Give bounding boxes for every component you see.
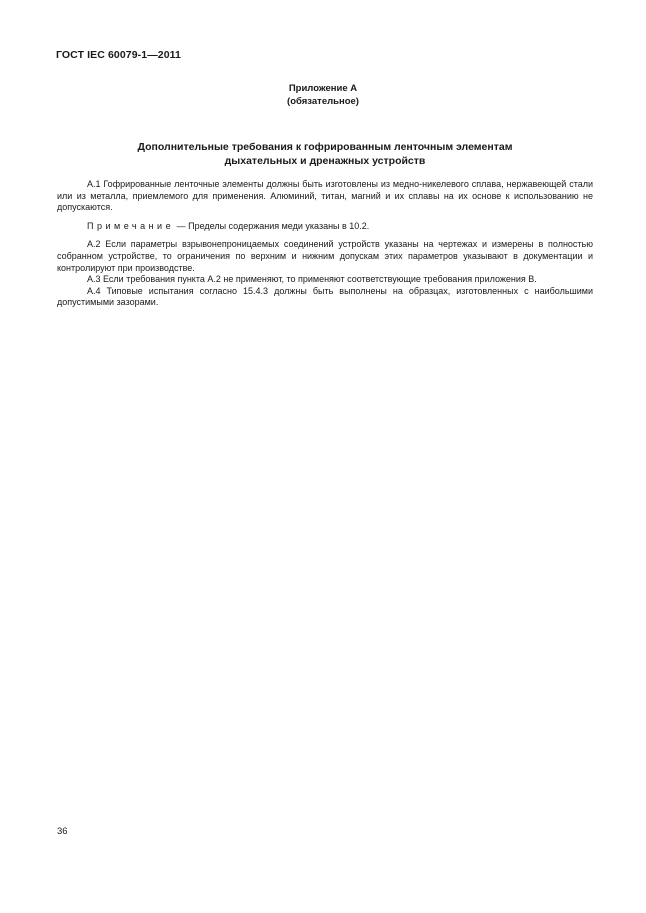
appendix-body (57, 179, 593, 309)
document-header-standard-id: ГОСТ IEC 60079-1—2011 (56, 49, 181, 61)
appendix-status: (обязательное) (287, 96, 359, 107)
paragraph-a1: А.1 Гофрированные ленточные элементы должны быть изготовлены из медно-никелевого сплава, нержавеющей стали или из металла, приемлемого для применения. Алюминий, титан, магний и их сплавы на их основе к использованию не допускаются. (57, 179, 593, 213)
paragraph-a2: А.2 Если параметры взрывонепроницаемых соединений устройств указаны на чертежах и измерены в полностью собранном устройстве, то ограничения по верхним и нижним допускам этих параметров указывают в документации и контролируют при производстве. (57, 239, 593, 273)
appendix-title: Приложение А (288, 83, 358, 94)
section-title-line-2: дыхательных и дренажных устройств (224, 155, 426, 167)
section-title (60, 140, 590, 168)
paragraph-a4: А.4 Типовые испытания согласно 15.4.3 должны быть выполнены на образцах, изготовленных с наибольшими допустимыми зазорами. (57, 285, 593, 308)
page-number: 36 (57, 826, 68, 837)
note-paragraph (57, 221, 593, 233)
note-label: Примечание (87, 220, 175, 231)
paragraph-a3: А.3 Если требования пункта А.2 не применяют, то применяют соответствующие требования приложения В. (87, 274, 537, 285)
note-text: — Пределы содержания меди указаны в 10.2. (174, 220, 370, 231)
section-title-line-1: Дополнительные требования к гофрированным ленточным элементам (137, 141, 513, 153)
